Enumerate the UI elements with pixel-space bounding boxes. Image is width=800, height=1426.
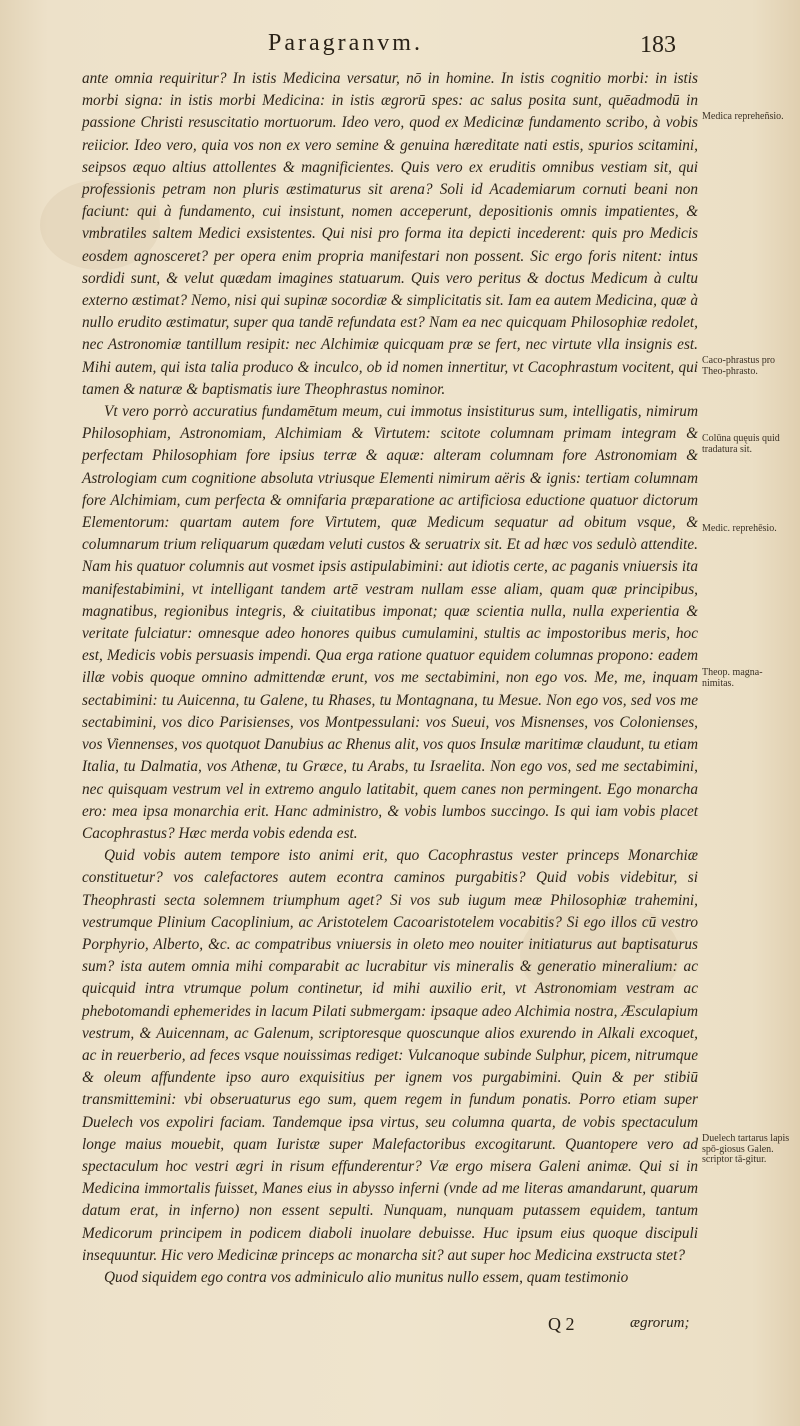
catchword: ægrorum; [630,1315,690,1331]
marginalia-column [702,0,792,1426]
main-text [82,68,698,1289]
marginal-note: Medica repreheñsio. [702,111,784,122]
paragraph: Quid vobis autem tempore isto animi erit, quo Cacophrastus vester princeps Monarchiæ constituetur? vos calefactores autem econtra caminos purgabitis? Quid vobis videbitur, si Theophrasti secta solemnem triumphum aget? Si vos sub iugum meæ Philosophiæ trahemini, vestrumque Plinium Cacoplinium, ac Aristotelem Cacoaristotelem vocabitis? Si ego illos cū vestro Porphyrio, Alberto, &c. ac compatribus vniuersis in oleto meo nouiter initiaturus aut baptisaturus sum? ista autem omnia mihi comparabit ac lucrabitur vis mineralis & generatio mineralium: ac quicquid intra vtrumque polum continetur, id mihi auxilio erit, vt Astronomiam vestram ac phebotomandi ephemerides in lacum Pilati submergam: ipsaque adeo Alchimia nostra, Æsculapium vestrum, & Auicennam, ac Galenum, scriptoresque quoscunque alios exurendo in Alkali excoquet, ac in reuerberio, ad feces vsque nouissimas rediget: Vulcanoque subinde Sulphur, picem, nitrumque & oleum affundente ipso auro exquisitius per ignem vos purgabimini. Quin & per stibiū transmittemini: vbi obseruaturus ego sum, quem regem in fundum ponatis. Porro etiam super Duelech vos expoliri faciam. Tandemque ipsa virtus, seu columna quarta, de vobis spectaculum longe maius mouebit, quam Iuristæ super Malefactoribus excogitarunt. Quantopere vero ad spectaculum hoc vestri ægri in risum effunderentur? Væ ergo misera Galeni animæ. Qui si in Medicina immortalis fuisset, Manes eius in abysso inferni (vnde ad me literas amandarunt, quarum datum erat, in inferno) non essent sepulti. Nunquam, nunquam putassem equidem, tantum Medicorum principem in podicem diaboli inuolare debuisse. Huc ipsum eius quoque discipuli insequuntur. Hic vero Medicinæ princeps ac monarcha sit? aut super hoc Medicina exstructa stet? [82,847,698,1264]
page-number: 183 [640,32,676,58]
signature-mark: Q 2 [548,1314,575,1334]
marginal-note: Colūna quęuis quid tradatura sit. [702,433,780,455]
page-footer [0,1314,800,1344]
marginal-note: Duelech tartarus lapis spō-giosus Galen. scriptor tā-gitur. [702,1133,790,1165]
running-title: Paragranvm. [268,30,423,56]
paragraph: ante omnia requiritur? In istis Medicina versatur, nō in homine. In istis cognitio morbi: in istis morbi signa: in istis morbi Medicina: in istis ægrorū spes: ac salus posita sunt, quēadmodū in passione Christi resuscitatio mortuorum. Ideo vero, quod ex Medicinæ fundamento scribo, à vobis reiicior. Ideo vero, quia vos non ex vero semine & genuina hæreditate nati estis, spurios scitamini, seipsos æquo altius attollentes & magnificientes. Quis vero ex eruditis omnibus vestiam sit, qui professionis petram non pluris æstimaturus sit arena? Soli id Academiarum cornuti beani non faciunt: qui à fundamento, cui insistunt, nomen acceperunt, depositionis omnis impatientes, & vmbratiles saltem Medici exsistentes. Qui nisi pro forma ita depicti incederent: quis pro Medicis eosdem agnosceret? per opera enim propria manifestari non possent. Sic ergo foris nitent: intus sordidi sunt, & velut quædam imagines statuarum. Quis vero peritus & doctus Medicum à cultu externo æstimat? Nemo, nisi qui supinæ socordiæ & simplicitatis sit. Iam ea autem Medicina, quæ à nullo erudito æstimatur, super qua tandē refundata est? Nam ea nec quicquam Philosophiæ redolet, nec Astronomiæ tantillum resipit: nec Alchimiæ quicquam præ se fert, nec virtute vlla insignis est. Mihi autem, qui ista talia produco & inculco, ob id nomen innertitur, vt Cacophrastum vocitent, qui tamen & naturæ & baptismatis iure Theophrastus nominor. [82,70,698,398]
marginal-note: Caco-phrastus pro Theo-phrasto. [702,355,776,377]
paragraph: Vt vero porrò accuratius fundamētum meum, cui immotus insistiturus sum, intelligatis, nimirum Philosophiam, Astronomiam, Alchimiam & Virtutem: scitote columnam primam integram & perfectam Philosophiam fore ipsius terræ & aquæ: alteram columnam fore Astronomiam & Astrologiam cum cognitione absoluta vtriusque Elementi nimirum aëris & ignis: tertiam columnam fore Alchimiam, cum perfecta & omnifaria præparatione ac artificiosa eductione quatuor dictorum Elementorum: quartam autem fore Virtutem, quæ Medicum sequatur ad obitum vsque, & columnarum trium reliquarum quædam veluti custos & seruatrix sit. Et ad hæc vos sedulò attendite. Nam his quatuor columnis aut vosmet ipsis astipulabimini: aut idiotis certe, ac paganis vniuersis ita manifestabimini, vt intelligant tandem artē vestram nullam esse aliam, quam quæ principibus, magnatibus, regionibus integris, & ciuitatibus imponat; quæ scientia nulla, nulla experientia & veritate fulciatur: omnesque adeo honores quibus cumulamini, stultis ac impostoribus meris, hoc est, Medicis vobis persuasis impendi. Qua erga ratione quatuor equidem columnas propono: eadem illæ vobis quoque omnino admittendæ erunt, vos me sectabimini, non ego vos. Me, me, inquam sectabimini: tu Auicenna, tu Galene, tu Rhases, tu Montagnana, tu Mesue. Non ego vos, sed vos me sectabimini, vos dico Parisienses, vos Montpessulani: vos Sueui, vos Misnenses, vos Colonienses, vos Viennenses, vos quotquot Danubius ac Rhenus alit, vos quos Insulæ maritimæ claudunt, tu etiam Italia, tu Dalmatia, vos Athenæ, tu Græce, tu Arabs, tu Israelita. Non ego vos, sed me sectabimini, nec quisquam vestrum vel in extremo angulo latitabit, quem canes non permingent. Ego monarcha ero: mea ipsa monarchia erit. Hanc administro, & vobis lumbos succingo. Is qui iam vobis placet Cacophrastus? Hæc merda vobis edenda est. [82,403,698,842]
paragraph: Quod siquidem ego contra vos adminiculo alio munitus nullo essem, quam testimonio [104,1268,629,1286]
marginal-note: Theop. magna-nimitas. [702,667,763,689]
marginal-note: Medic. reprehēsio. [702,523,777,534]
page-header [0,30,800,70]
